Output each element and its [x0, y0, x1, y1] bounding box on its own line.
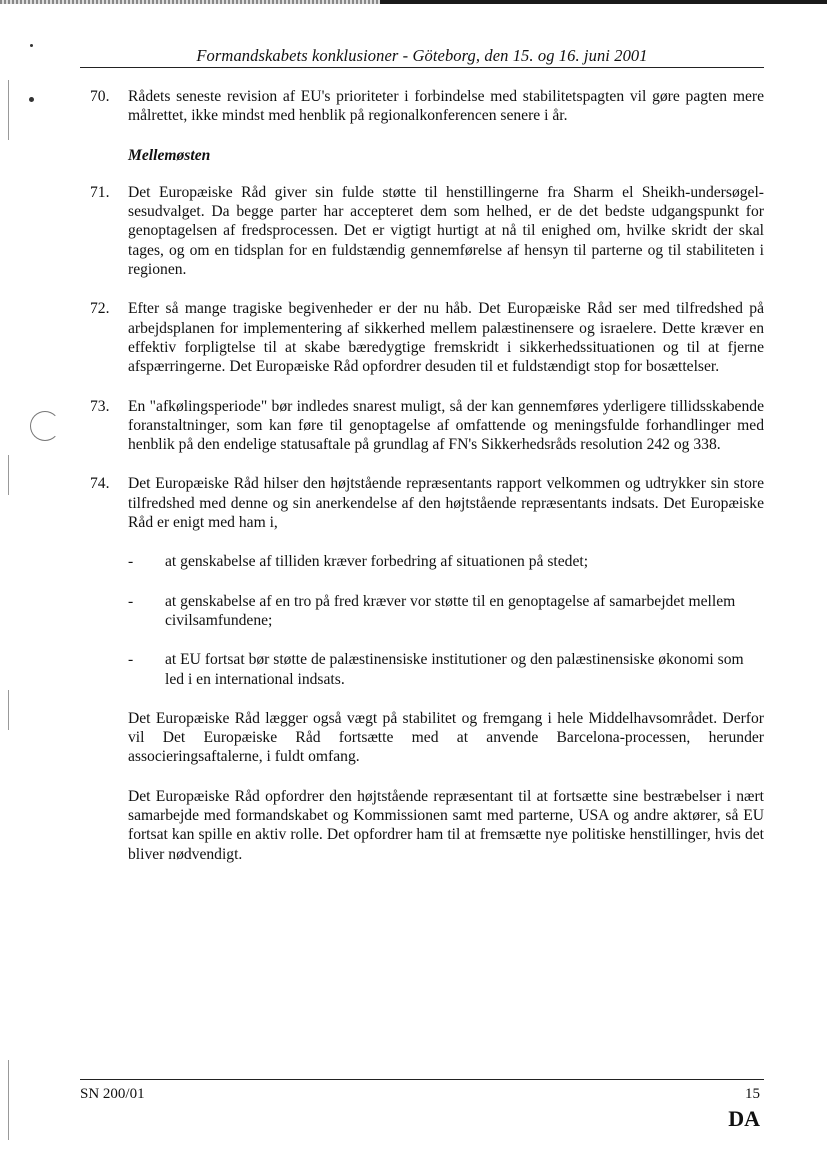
margin-scan-line — [8, 80, 9, 140]
paragraph-text: Det Europæiske Råd giver sin fulde støtte til henstillingerne fra Sharm el Sheikh-undersøgelsesudvalget. Da begge parter har accepteret dem som helhed, er de det bedste udgangspunkt for genoptagelsen af fredsprocessen. Det er vigtigt hurtigt at nå til enighed om, hvilke skridt der skal tages, og om en tidsplan for en fuldstændig gennemførelse af hensyn til parterne og til stabiliteten i regionen. — [128, 183, 764, 279]
paragraph-number: 74. — [90, 475, 110, 493]
paragraph-71 — [80, 183, 764, 279]
margin-dot — [30, 44, 33, 47]
document-body — [80, 87, 764, 884]
margin-scan-line — [8, 690, 9, 730]
bullet-text: at EU fortsat bør støtte de palæstinensiske institutioner og den palæstinensiske økonomi som led i en international indsats. — [165, 651, 744, 688]
bullet-item — [128, 592, 764, 631]
paragraph-number: 70. — [90, 88, 110, 105]
header-rule — [80, 67, 764, 68]
bullet-dash: - — [128, 651, 134, 669]
margin-dot — [29, 97, 34, 102]
footer-rule — [80, 1079, 764, 1080]
paragraph-text: Rådets seneste revision af EU's prioriteter i forbindelse med stabilitetspagten vil gøre pagten mere målrettet, ikke mindst med henblik på regionalkonferencen senere i år. — [128, 88, 764, 125]
paragraph-73 — [80, 397, 764, 455]
paragraph-70 — [80, 87, 764, 126]
bullet-text: at genskabelse af en tro på fred kræver vor støtte til en genoptagelse af samarbejdet mellem civilsamfundene; — [165, 592, 736, 629]
bullet-item — [128, 552, 764, 571]
document-reference: SN 200/01 — [80, 1086, 145, 1102]
language-code: DA — [728, 1106, 760, 1131]
top-border-scan-artifact — [0, 0, 380, 4]
paragraph-number: 71. — [90, 183, 110, 201]
paragraph-text: Efter så mange tragiske begivenheder er der nu håb. Det Europæiske Råd ser med tilfredshed på arbejdsplanen for implementering af sikkerhed mellem palæstinensere og israelere. Dette kræver en effektiv forpligtelse til at skabe bæredygtige fremskridt i sikkerhedssituationen og til at fjerne afspærringerne. Det Europæiske Råd opfordrer desuden til et fuldstændigt stop for bosættelser. — [128, 300, 764, 376]
bullet-dash: - — [128, 553, 134, 571]
closing-paragraph: Det Europæiske Råd lægger også vægt på stabilitet og fremgang i hele Middelhavsområdet. Derfor vil Det Europæiske Råd fortsætte med at anvende Barcelona-processen, herunder associeringsaftalerne, i fuldt omfang. — [128, 709, 764, 766]
page-number: 15 — [745, 1086, 760, 1102]
margin-scan-line — [8, 455, 9, 495]
paragraph-number: 73. — [90, 397, 110, 415]
paragraph-text: Det Europæiske Råd hilser den højtstående repræsentants rapport velkommen og udtrykker sin store tilfredshed med denne og sin anerkendelse af den højtstående repræsentants indsats. Det Europæiske Råd er enigt med ham i, — [128, 475, 764, 532]
paragraph-74 — [80, 474, 764, 532]
paragraph-number: 72. — [90, 300, 110, 318]
paragraph-72 — [80, 299, 764, 376]
punch-hole-mark — [30, 411, 60, 441]
page-header: Formandskabets konklusioner - Göteborg, den 15. og 16. juni 2001 — [196, 46, 648, 65]
bullet-dash: - — [128, 592, 134, 610]
bullet-text: at genskabelse af tilliden kræver forbedring af situationen på stedet; — [165, 553, 589, 571]
bullet-item — [128, 650, 764, 689]
closing-paragraph: Det Europæiske Råd opfordrer den højtstående repræsentant til at fortsætte sine bestræbelser i nært samarbejde med formandskabet og Kommissionen samt med parterne, USA og andre aktører, så EU fortsat kan spille en aktiv rolle. Det opfordrer ham til at fremsætte nye politiske henstillinger, hvis det bliver nødvendigt. — [128, 787, 764, 863]
section-heading: Mellemøsten — [128, 146, 211, 164]
paragraph-text: En "afkølingsperiode" bør indledes snarest muligt, så der kan gennemføres yderligere tillidsskabende foranstaltninger, som kan føre til genoptagelse af omfattende og meningsfulde forhandlinger med henblik på den endelige statusaftale på grundlag af FN's Sikkerhedsråds resolution 242 og 338. — [128, 397, 764, 454]
margin-scan-line — [8, 1060, 9, 1140]
